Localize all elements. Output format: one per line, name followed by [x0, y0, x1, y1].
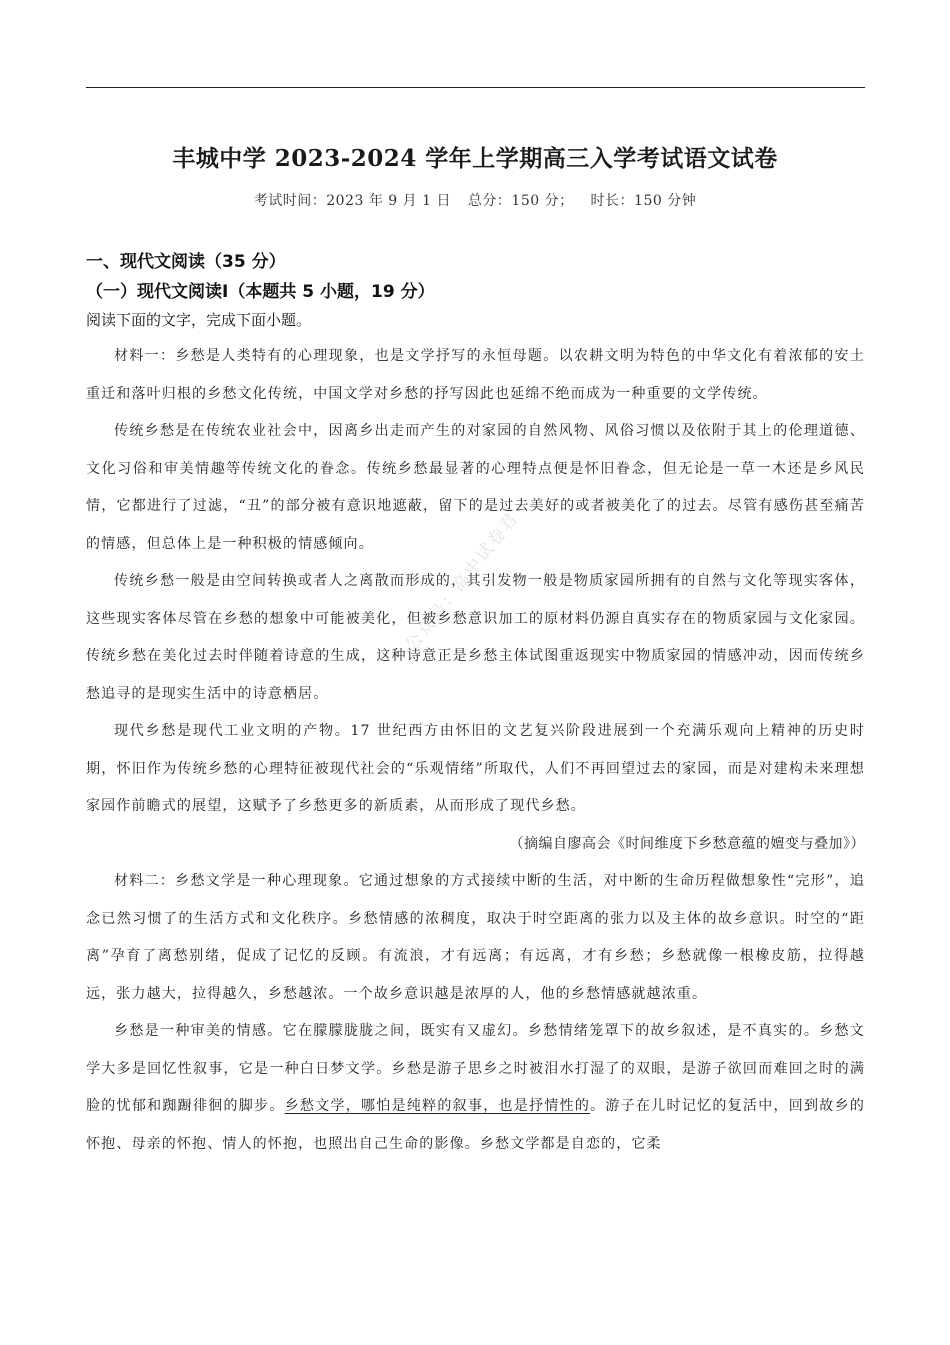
- subsection-heading: （一）现代文阅读Ⅰ（本题共 5 小题，19 分）: [86, 282, 435, 302]
- paragraph-text: 乡愁是一种审美的情感。它在朦朦胧胧之间，既实有又虚幻。乡愁情绪笼罩下的故乡叙述，是不真实的。乡愁文学大多是回忆性叙事，它是一种白日梦文学。乡愁是游子思乡之时被泪水打湿了的双眼，是游子欲回而难回之时的满脸的忧郁和踟蹰徘徊的脚步。: [86, 1023, 865, 1114]
- exam-total-score: 总分：150 分；: [467, 193, 574, 209]
- reading-instruction: 阅读下面的文字，完成下面小题。: [86, 311, 312, 329]
- material-paragraph: 材料一：乡愁是人类特有的心理现象，也是文学抒写的永恒母题。以农耕文明为特色的中华文化有着浓郁的安土重迁和落叶归根的乡愁文化传统，中国文学对乡愁的抒写因此也延绵不绝而成为一种重要的文学传统。: [86, 348, 865, 402]
- material-paragraph: [86, 1013, 865, 1163]
- reading-material: [86, 338, 865, 1163]
- material-paragraph: 现代乡愁是现代工业文明的产物。17 世纪西方由怀旧的文艺复兴阶段进展到一个充满乐观向上精神的历史时期，怀旧作为传统乡愁的心理特征被现代社会的“乐观情绪”所取代，人们不再回望过去的家园，而是对建构未来理想家园作前瞻式的展望，这赋予了乡愁更多的新质素，从而形成了现代乡愁。: [86, 723, 865, 814]
- exam-title: 丰城中学 2023-2024 学年上学期高三入学考试语文试卷: [172, 145, 778, 172]
- underlined-sentence: 乡愁文学，哪怕是纯粹的叙事，也是抒情性的: [284, 1098, 591, 1114]
- header-rule: [86, 87, 865, 88]
- material-paragraph: 材料二：乡愁文学是一种心理现象。它通过想象的方式接续中断的生活，对中断的生命历程做想象性“完形”，追念已然习惯了的生活方式和文化秩序。乡愁情感的浓稠度，取决于时空距离的张力以及主体的故乡意识。时空的“距离”孕育了离愁别绪，促成了记忆的反顾。有流浪，才有远离；有远离，才有乡愁；乡愁就像一根橡皮筋，拉得越远，张力越大，拉得越久，乡愁越浓。一个故乡意识越是浓厚的人，他的乡愁情感就越浓重。: [86, 873, 865, 1002]
- source-citation: （摘编自廖高会《时间维度下乡愁意蕴的嬗变与叠加》）: [509, 835, 865, 852]
- material-paragraph: 传统乡愁一般是由空间转换或者人之离散而形成的，其引发物一般是物质家园所拥有的自然与文化等现实客体，这些现实客体尽管在乡愁的想象中可能被美化，但被乡愁意识加工的原材料仍源自真实存在的物质家园与文化家园。传统乡愁在美化过去时伴随着诗意的生成，这种诗意正是乡愁主体试图重返现实中物质家园的情感冲动，因而传统乡愁追寻的是现实生活中的诗意栖居。: [86, 573, 865, 702]
- material-paragraph: 传统乡愁是在传统农业社会中，因离乡出走而产生的对家园的自然风物、风俗习惯以及依附于其上的伦理道德、文化习俗和审美情趣等传统文化的眷念。传统乡愁最显著的心理特点便是怀旧眷念，但无论是一草一木还是乡风民情，它都进行了过滤，“丑”的部分被有意识地遮蔽，留下的是过去美好的或者被美化了的过去。尽管有感伤甚至痛苦的情感，但总体上是一种积极的情感倾向。: [86, 423, 865, 552]
- exam-duration: 时长：150 分钟: [590, 193, 697, 209]
- paragraph-text: 。游子在儿时记忆的复活中，回到故乡的怀抱、母亲的怀抱、情人的怀抱，也照出自己生命的影像。乡愁文学都是自恋的，它柔: [86, 1098, 866, 1152]
- exam-meta: [0, 190, 950, 210]
- exam-time: 考试时间：2023 年 9 月 1 日: [253, 193, 451, 209]
- section-heading: 一、现代文阅读（35 分）: [86, 252, 286, 272]
- watermark: 公众号：高中试卷君: [401, 508, 523, 656]
